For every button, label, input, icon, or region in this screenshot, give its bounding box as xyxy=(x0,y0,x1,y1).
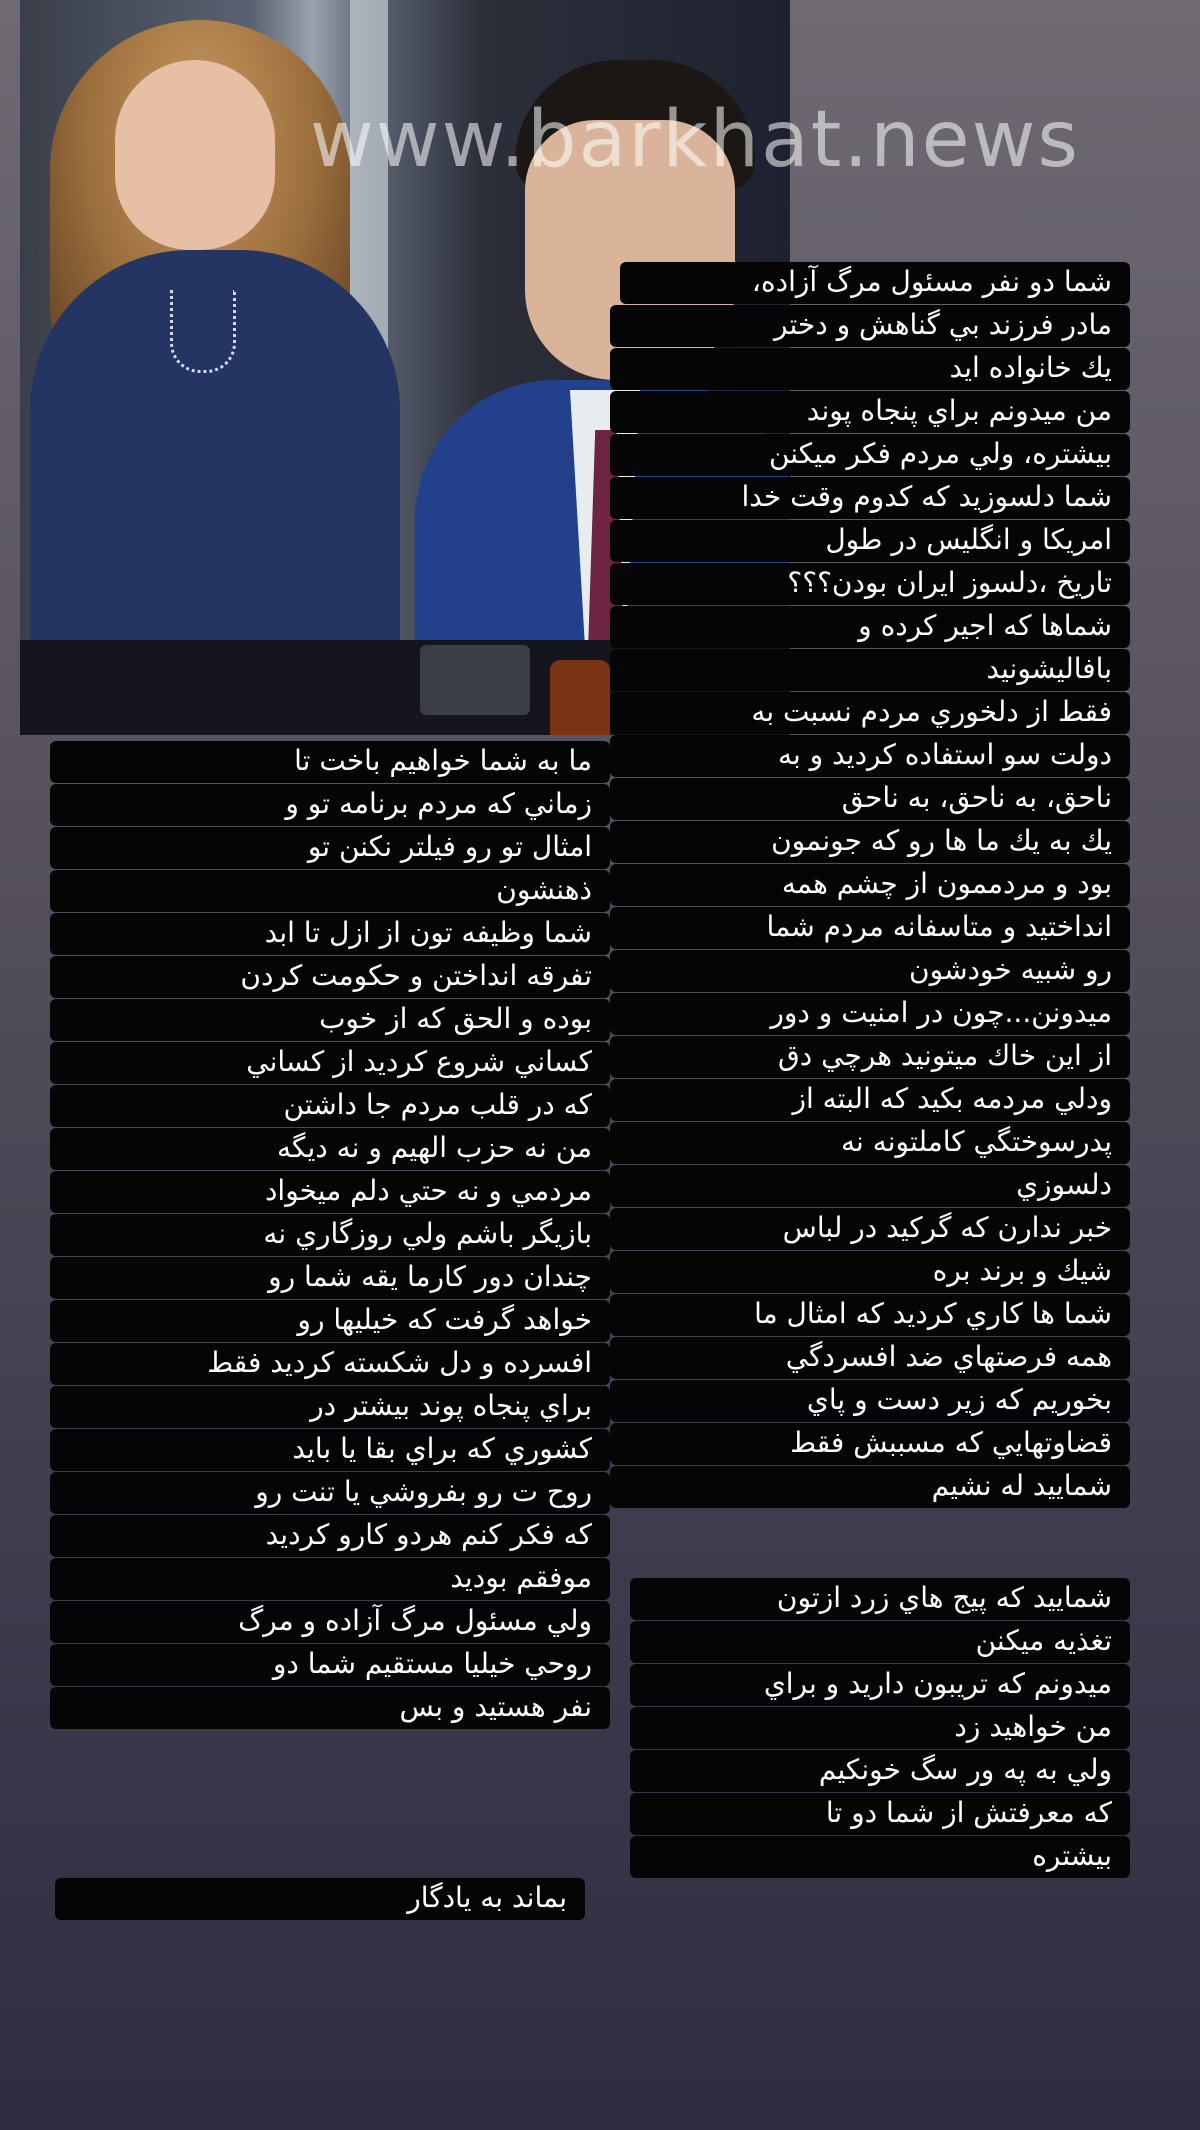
message-line: تفرقه انداختن و حكومت كردن xyxy=(50,956,610,998)
message-line: ودلي مردمه بكيد كه البته از xyxy=(610,1079,1130,1121)
message-line: نفر هستيد و بس xyxy=(50,1687,610,1729)
message-line: همه فرصتهاي ضد افسردگي xyxy=(610,1337,1130,1379)
message-line: ولي مسئول مرگ آزاده و مرگ xyxy=(50,1601,610,1643)
message-line: كه معرفتش از شما دو تا xyxy=(630,1793,1130,1835)
message-line: براي پنجاه پوند بيشتر در xyxy=(50,1386,610,1428)
message-line: من خواهيد زد xyxy=(630,1707,1130,1749)
message-line: كشوري كه براي بقا يا بايد xyxy=(50,1429,610,1471)
message-line: يك خانواده ايد xyxy=(610,348,1130,390)
message-line: من نه حزب الهيم و نه ديگه xyxy=(50,1128,610,1170)
message-line: تغذيه ميكنن xyxy=(630,1621,1130,1663)
message-line: ذهنشون xyxy=(50,870,610,912)
message-line: پدرسوختگي كاملتونه نه xyxy=(610,1122,1130,1164)
message-line: شماييد كه پيج هاي زرد ازتون xyxy=(630,1578,1130,1620)
message-line: روحي خيليا مستقيم شما دو xyxy=(50,1644,610,1686)
message-line: رو شبيه خودشون xyxy=(610,950,1130,992)
message-line: شماها كه اجير كرده و xyxy=(610,606,1130,648)
message-line: بخوريم كه زير دست و پاي xyxy=(610,1380,1130,1422)
message-line: روح ت رو بفروشي يا تنت رو xyxy=(50,1472,610,1514)
message-line: بماند به يادگار xyxy=(55,1878,585,1920)
message-line: قضاوتهايي كه مسببش فقط xyxy=(610,1423,1130,1465)
woman-face xyxy=(115,60,275,250)
message-line: شما دلسوزيد كه كدوم وقت خدا xyxy=(610,477,1130,519)
message-line: زماني كه مردم برنامه تو و xyxy=(50,784,610,826)
message-line: خبر ندارن كه گركيد در لباس xyxy=(610,1208,1130,1250)
message-line: انداختيد و متاسفانه مردم شما xyxy=(610,907,1130,949)
bottle xyxy=(550,660,610,735)
message-line: ما به شما خواهيم باخت تا xyxy=(50,741,610,783)
message-line: چندان دور كارما يقه شما رو xyxy=(50,1257,610,1299)
message-line: بود و مردممون از چشم همه xyxy=(610,864,1130,906)
message-line: بيشتره، ولي مردم فكر ميكنن xyxy=(610,434,1130,476)
message-line: بوده و الحق كه از خوب xyxy=(50,999,610,1041)
message-line: ميدونن...چون در امنيت و دور xyxy=(610,993,1130,1035)
message-line: دلسوزي xyxy=(610,1165,1130,1207)
message-line: شما ها كاري كرديد كه امثال ما xyxy=(610,1294,1130,1336)
message-line: شما وظيفه تون از ازل تا ابد xyxy=(50,913,610,955)
message-line: بازيگر باشم ولي روزگاري نه xyxy=(50,1214,610,1256)
message-line: تاريخ ،دلسوز ايران بودن؟؟؟ xyxy=(610,563,1130,605)
message-line: ميدونم كه تريبون داريد و براي xyxy=(630,1664,1130,1706)
message-line: كساني شروع كرديد از كساني xyxy=(50,1042,610,1084)
message-line: دولت سو استفاده كرديد و به xyxy=(610,735,1130,777)
message-line: امريكا و انگليس در طول xyxy=(610,520,1130,562)
message-line: بيشتره xyxy=(630,1836,1130,1878)
message-line: يك به يك ما ها رو كه جونمون xyxy=(610,821,1130,863)
laptop xyxy=(420,645,530,715)
watermark: www.barkhat.news xyxy=(310,95,1081,185)
message-line: ولي به په ور سگ خونكيم xyxy=(630,1750,1130,1792)
message-line: شما دو نفر مسئول مرگ آزاده، xyxy=(620,262,1130,304)
message-line: شيك و برند بره xyxy=(610,1251,1130,1293)
message-line: بافاليشونيد xyxy=(610,649,1130,691)
necklace xyxy=(170,290,236,373)
message-line: مردمي و نه حتي دلم ميخواد xyxy=(50,1171,610,1213)
message-line: از اين خاك ميتونيد هرچي دق xyxy=(610,1036,1130,1078)
message-line: مادر فرزند بي گناهش و دختر xyxy=(610,305,1130,347)
message-line: فقط از دلخوري مردم نسبت به xyxy=(610,692,1130,734)
message-line: كه در قلب مردم جا داشتن xyxy=(50,1085,610,1127)
message-line: من ميدونم براي پنجاه پوند xyxy=(610,391,1130,433)
message-line: امثال تو رو فيلتر نكنن تو xyxy=(50,827,610,869)
message-line: كه فكر كنم هردو كارو كرديد xyxy=(50,1515,610,1557)
message-line: افسرده و دل شكسته كرديد فقط xyxy=(50,1343,610,1385)
message-line: موفقم بوديد xyxy=(50,1558,610,1600)
message-line: خواهد گرفت كه خيليها رو xyxy=(50,1300,610,1342)
message-line: شماييد له نشيم xyxy=(610,1466,1130,1508)
message-line: ناحق، به ناحق، به ناحق xyxy=(610,778,1130,820)
